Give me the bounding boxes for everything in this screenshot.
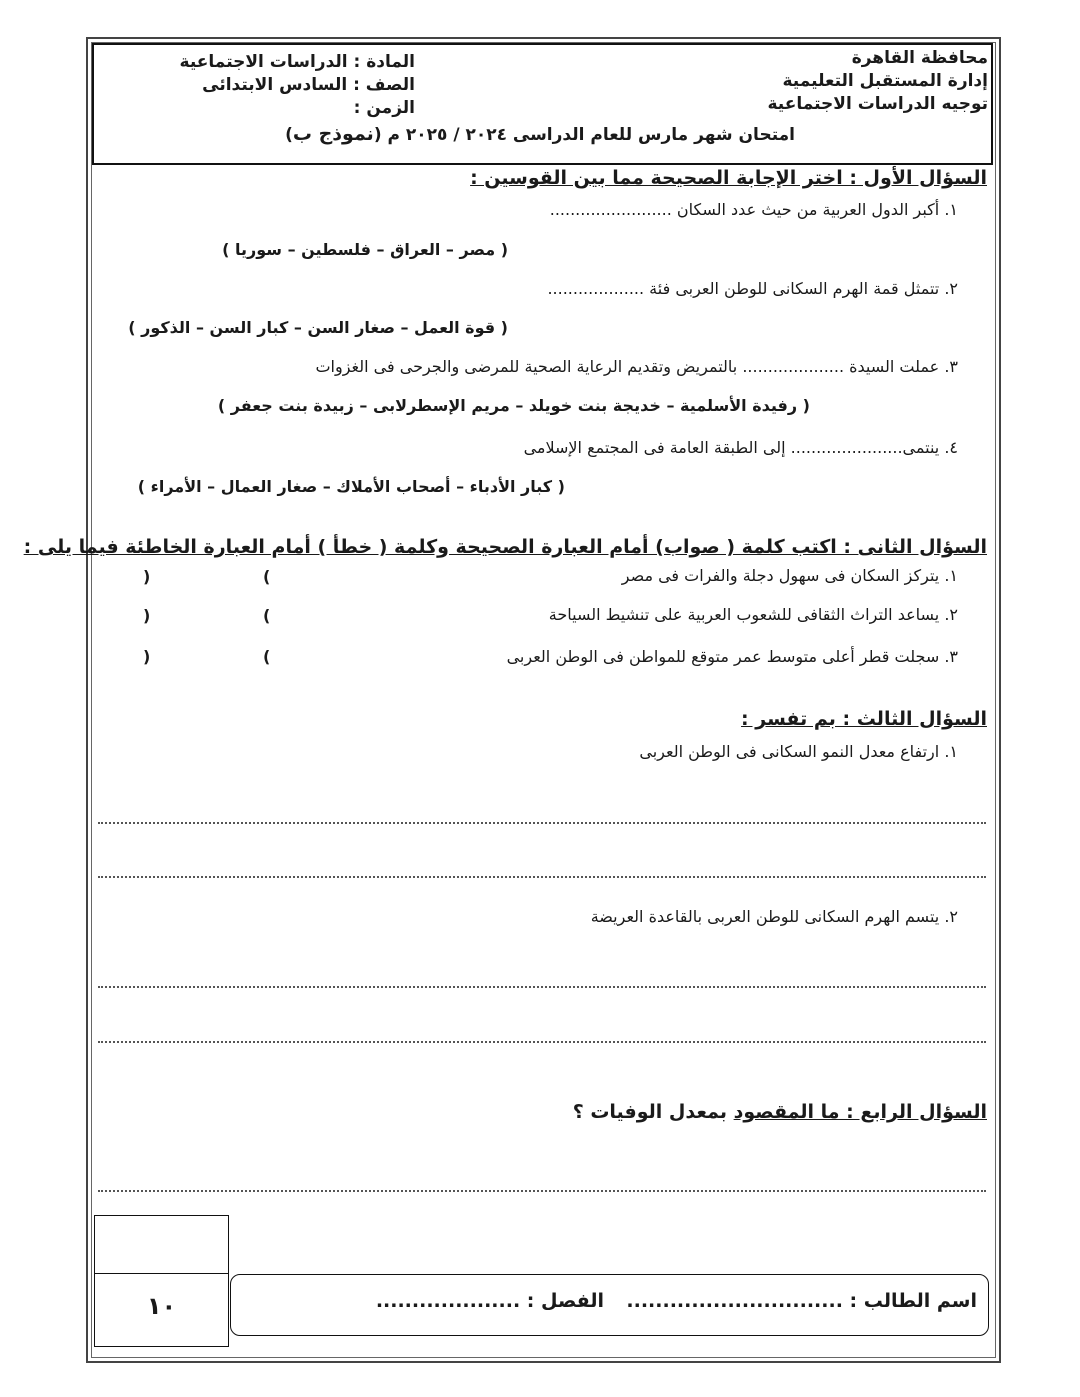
q2-item-1-open-paren: ( <box>263 567 271 586</box>
administration: إدارة المستقبل التعليمية <box>782 71 988 91</box>
q1-item-2: ٢. تتمثل قمة الهرم السكانى للوطن العربى فئة ................... <box>547 279 958 298</box>
total-marks: ١٠ <box>146 1292 177 1320</box>
exam-suffix: ) <box>285 125 293 145</box>
q2-item-2-open-paren: ( <box>263 606 271 625</box>
time-label: الزمن : <box>353 98 415 118</box>
q1-choices-3: ( رفيدة الأسلمية – خديجة بنت خويلد – مريم الإسطرلابى – زبيدة بنت جعفر ) <box>217 396 810 415</box>
q2-title: السؤال الثانى : اكتب كلمة ( صواب) أمام العبارة الصحيحة وكلمة ( خطأ ) أمام العبارة الخاطئة فيما يلى : <box>23 536 987 558</box>
exam-prefix: امتحان شهر مارس للعام الدراسى ٢٠٢٤ / ٢٠٢٥ م ( <box>373 125 795 145</box>
grade-box <box>94 1215 229 1347</box>
answer-line <box>98 1190 986 1192</box>
answer-line <box>98 986 986 988</box>
q2-item-1: ١. يتركز السكان فى سهول دجلة والفرات فى مصر <box>621 566 958 585</box>
subject: المادة : الدراسات الاجتماعية <box>179 52 415 72</box>
q4-title: السؤال الرابع : ما المقصود <box>733 1101 987 1123</box>
supervision: توجيه الدراسات الاجتماعية <box>767 94 988 114</box>
q2-item-2-close-paren: ) <box>143 606 151 625</box>
q2-item-2: ٢. يساعد التراث الثقافى للشعوب العربية على تنشيط السياحة <box>548 605 958 624</box>
q1-choices-4: ( كبار الأدباء – أصحاب الأملاك – صغار العمال – الأمراء ) <box>137 477 565 496</box>
grade-box-divider <box>95 1273 228 1274</box>
q1-item-4: ٤. ينتمى...................... إلى الطبقة العامة فى المجتمع الإسلامى <box>523 438 958 457</box>
q1-title: السؤال الأول : اختر الإجابة الصحيحة مما بين القوسين : <box>470 167 987 189</box>
exam-model: نموذج ب <box>292 123 374 145</box>
q1-choices-2: ( قوة العمل – صغار السن – كبار السن – الذكور ) <box>128 318 508 337</box>
exam-title <box>285 123 795 145</box>
class-field[interactable]: الفصل : .................... <box>375 1290 604 1312</box>
q3-item-2: ٢. يتسم الهرم السكانى للوطن العربى بالقاعدة العريضة <box>590 907 958 926</box>
grade: الصف : السادس الابتدائى <box>202 75 415 95</box>
q2-item-3: ٣. سجلت قطر أعلى متوسط عمر متوقع للمواطن فى الوطن العربى <box>506 647 958 666</box>
answer-line <box>98 822 986 824</box>
governorate: محافظة القاهرة <box>851 48 988 68</box>
answer-line <box>98 876 986 878</box>
student-name-field[interactable]: اسم الطالب : .............................. <box>626 1290 977 1312</box>
q1-item-1: ١. أكبر الدول العربية من حيث عدد السكان ........................ <box>549 200 958 219</box>
q2-item-3-close-paren: ) <box>143 647 151 666</box>
page-frame <box>86 37 1001 1363</box>
q1-item-3: ٣. عملت السيدة .................... بالتمريض وتقديم الرعاية الصحية للمرضى والجرحى فى الغزوات <box>315 357 958 376</box>
q2-item-3-open-paren: ( <box>263 647 271 666</box>
answer-line <box>98 1041 986 1043</box>
q4-rest: بمعدل الوفيات ؟ <box>572 1101 727 1123</box>
q1-choices-1: ( مصر – العراق – فلسطين – سوريا ) <box>222 240 508 259</box>
q3-item-1: ١. ارتفاع معدل النمو السكانى فى الوطن العربى <box>639 742 958 761</box>
q2-item-1-close-paren: ) <box>143 567 151 586</box>
q3-title: السؤال الثالث : بم تفسر : <box>741 708 987 730</box>
q4-line <box>573 1101 987 1123</box>
